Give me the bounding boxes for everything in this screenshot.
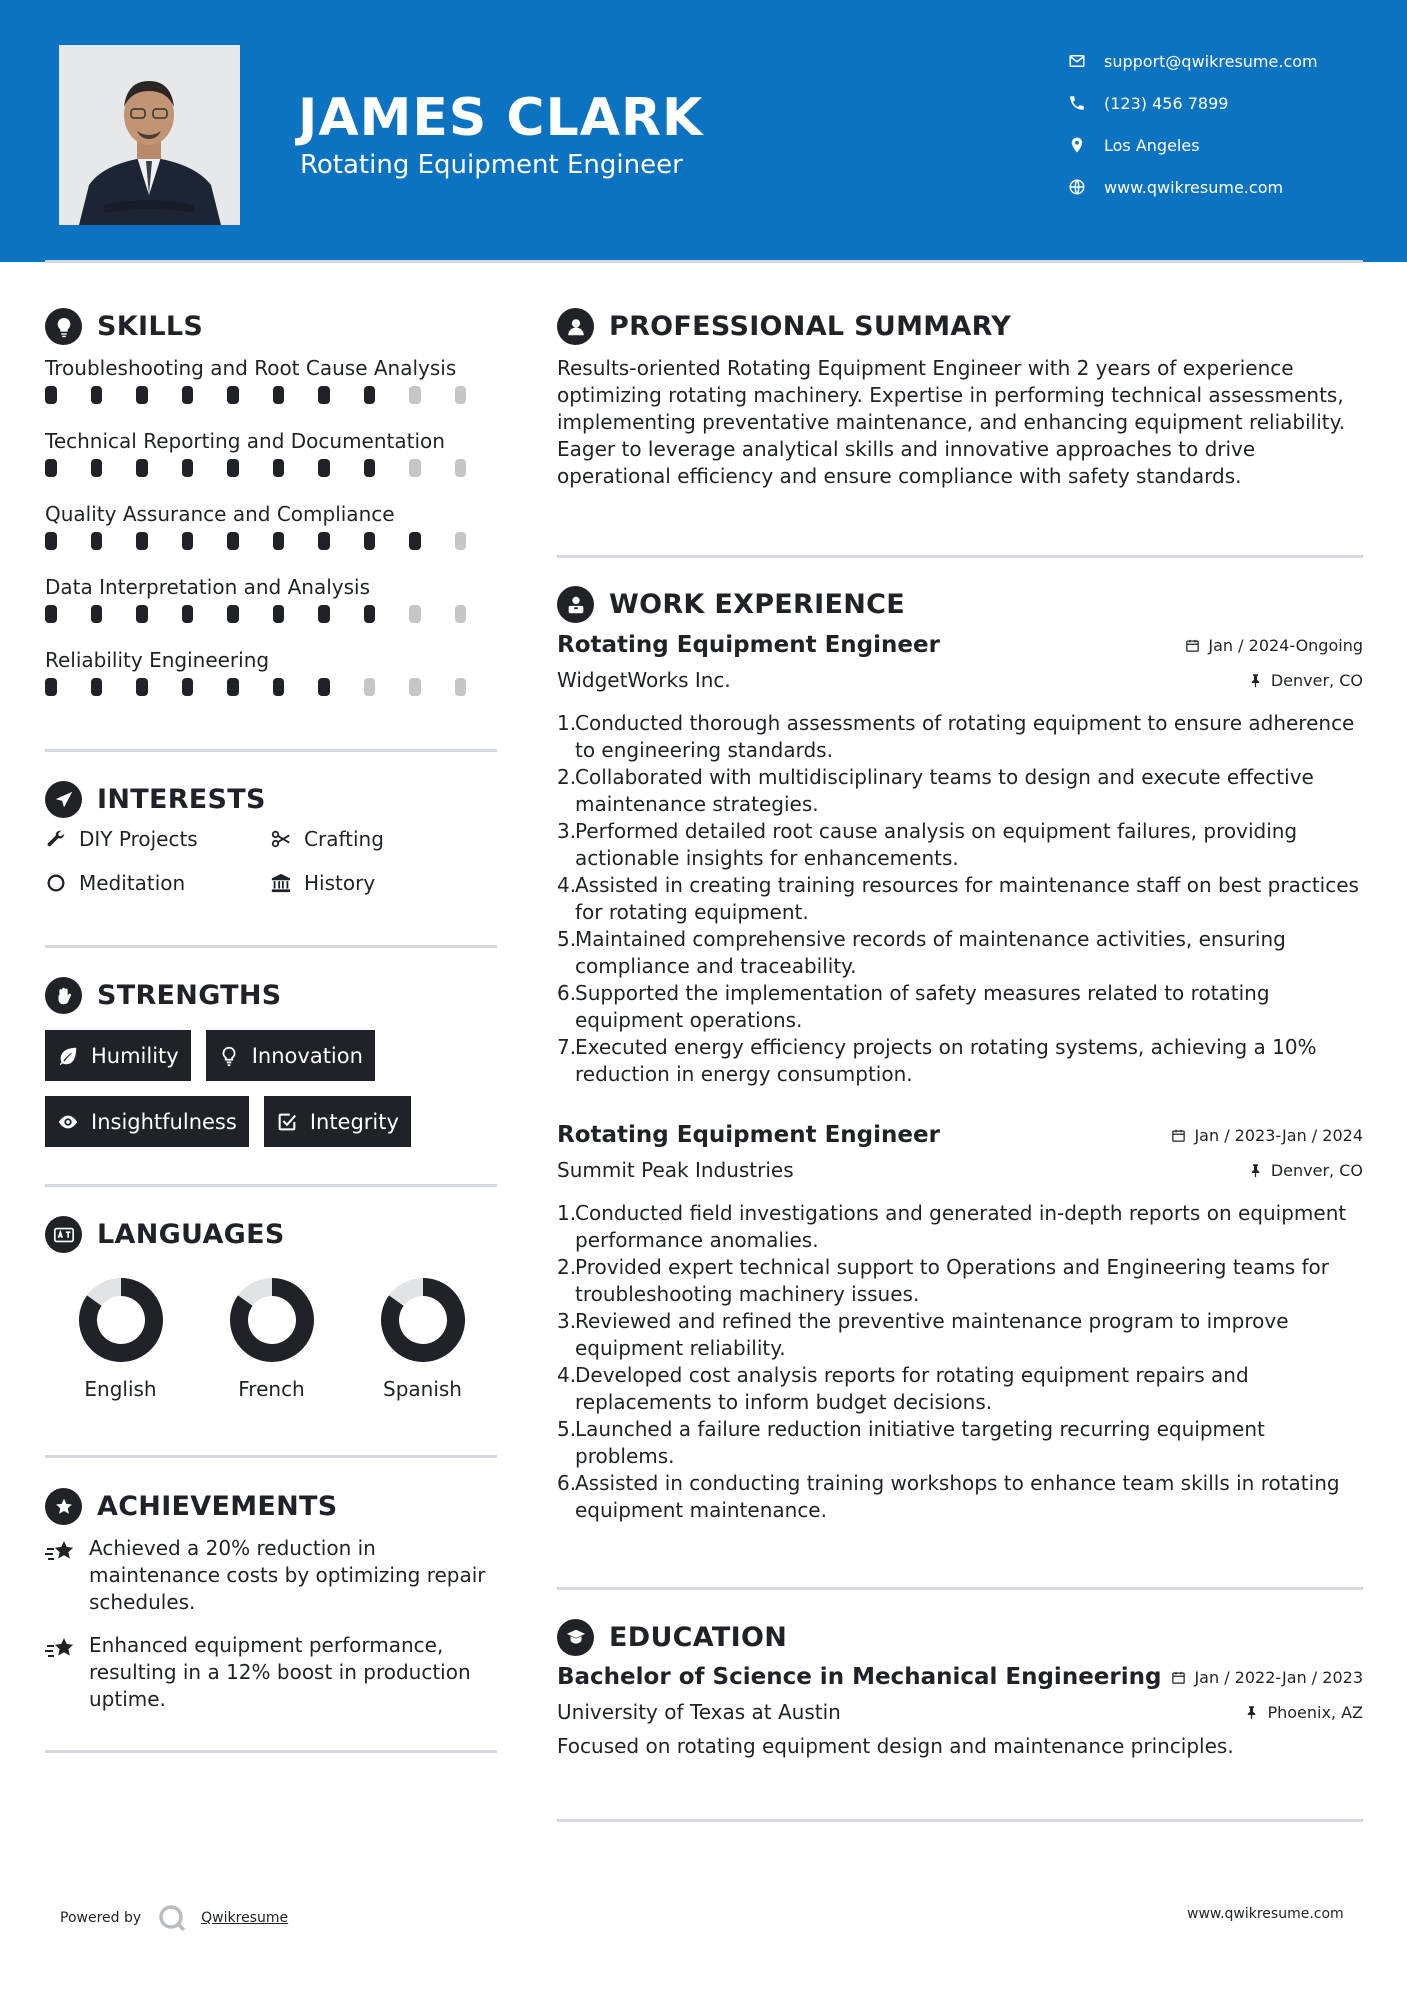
shooting-star-icon — [45, 1539, 77, 1567]
job-bullet-text: Collaborated with multidisciplinary teams to design and execute effective maintenance strategies. — [575, 765, 1314, 816]
education-degree: Bachelor of Science in Mechanical Engineering — [557, 1664, 1162, 1690]
interest-label: DIY Projects — [79, 827, 198, 851]
skill-dot-empty — [455, 386, 467, 404]
job-bullet: 5. Launched a failure reduction initiative targeting recurring equipment problems. — [557, 1416, 1363, 1470]
language-name: Spanish — [383, 1377, 462, 1401]
interest-item — [45, 826, 270, 852]
brand-link[interactable]: Qwikresume — [201, 1910, 289, 1926]
job-bullet-text: Executed energy efficiency projects on rotating systems, achieving a 10% reduction in energy consumption. — [575, 1035, 1317, 1086]
calendar-icon — [1171, 1670, 1186, 1685]
education-location-text: Phoenix, AZ — [1267, 1702, 1363, 1722]
check-square-icon — [276, 1111, 298, 1133]
job-title: Rotating Equipment Engineer — [557, 1122, 940, 1148]
skill-dot-filled — [136, 678, 148, 696]
skill-dot-filled — [273, 386, 285, 404]
profile-photo — [59, 45, 240, 225]
achievements-title: ACHIEVEMENTS — [97, 1491, 338, 1522]
language-item — [45, 1275, 196, 1401]
section-divider — [557, 1587, 1363, 1590]
job-bullet-text: Conducted thorough assessments of rotating equipment to ensure adherence to engineering standards. — [575, 711, 1355, 762]
experience-heading — [557, 586, 905, 623]
job-title: Rotating Equipment Engineer — [557, 632, 940, 658]
skill-dot-filled — [45, 386, 57, 404]
skill-name: Troubleshooting and Root Cause Analysis — [45, 356, 457, 380]
job-bullet-text: Assisted in conducting training workshops to enhance team skills in rotating equipment maintenance. — [575, 1471, 1340, 1522]
contact-location-text: Los Angeles — [1104, 135, 1200, 155]
achievement-text: Enhanced equipment performance, resulting in a 12% boost in production uptime. — [89, 1633, 471, 1711]
skill-dot-filled — [182, 386, 194, 404]
pushpin-icon — [1244, 1705, 1259, 1720]
interest-item — [270, 826, 495, 852]
contact-website[interactable] — [1068, 166, 1318, 208]
interest-label: Crafting — [304, 827, 384, 851]
envelope-icon — [1068, 52, 1086, 70]
summary-heading — [557, 308, 1011, 345]
lightbulb-icon — [218, 1045, 240, 1067]
strengths-heading — [45, 977, 282, 1014]
job-bullet-text: Provided expert technical support to Operations and Engineering teams for troubleshooting machinery issues. — [575, 1255, 1329, 1306]
job-bullet: 3. Reviewed and refined the preventive maintenance program to improve equipment reliability. — [557, 1308, 1363, 1362]
scissors-icon — [270, 828, 292, 850]
skill-dot-filled — [318, 532, 330, 550]
contact-phone[interactable] — [1068, 82, 1318, 124]
skill-dot-filled — [318, 386, 330, 404]
languages-list — [45, 1275, 505, 1401]
strength-label: Humility — [91, 1043, 179, 1068]
skills-title: SKILLS — [97, 311, 204, 342]
pushpin-icon — [1248, 673, 1263, 688]
skill-dot-empty — [455, 605, 467, 623]
skill-item — [45, 574, 500, 647]
calendar-icon — [1171, 1128, 1186, 1143]
lightbulb-icon — [45, 308, 82, 345]
user-icon — [557, 308, 594, 345]
skill-dot-filled — [91, 532, 103, 550]
interest-label: History — [304, 871, 376, 895]
skill-name: Technical Reporting and Documentation — [45, 429, 445, 453]
strength-label: Integrity — [309, 1109, 399, 1134]
skills-list — [45, 355, 500, 720]
summary-title: PROFESSIONAL SUMMARY — [609, 311, 1012, 342]
language-donut — [378, 1275, 468, 1365]
strength-label: Insightfulness — [91, 1109, 237, 1134]
job-dates — [1171, 1126, 1363, 1145]
skill-item — [45, 355, 500, 428]
language-name: English — [84, 1377, 157, 1401]
achievement-item — [45, 1632, 505, 1713]
job-bullet: 4. Developed cost analysis reports for rotating equipment repairs and replacements to inform budget decisions. — [557, 1362, 1363, 1416]
job-location — [1248, 671, 1363, 690]
job-bullet-text: Developed cost analysis reports for rotating equipment repairs and replacements to inform budget decisions. — [575, 1363, 1249, 1414]
job-bullet-text: Performed detailed root cause analysis on equipment failures, providing actionable insights for enhancements. — [575, 819, 1298, 870]
contact-website-text: www.qwikresume.com — [1104, 177, 1284, 197]
skill-name: Reliability Engineering — [45, 648, 270, 672]
job-bullet: 4. Assisted in creating training resources for maintenance staff on best practices for rotating equipment. — [557, 872, 1363, 926]
skill-dot-filled — [227, 678, 239, 696]
job-entry — [557, 1122, 1363, 1524]
summary-text: Results-oriented Rotating Equipment Engineer with 2 years of experience optimizing rotating machinery. Expertise in performing technical assessments, implementing preventative maintenance, and enhancing equipment reliability. Eager to leverage analytical skills and innovative approaches to drive operational efficiency and ensure compliance with safety standards. — [557, 356, 1345, 488]
job-bullets — [557, 710, 1363, 1088]
skill-dot-filled — [136, 605, 148, 623]
achievement-text: Achieved a 20% reduction in maintenance costs by optimizing repair schedules. — [89, 1536, 486, 1614]
header-divider — [45, 260, 1363, 263]
star-badge-icon — [45, 1488, 82, 1525]
contact-location — [1068, 124, 1318, 166]
resume-header — [0, 0, 1407, 262]
eye-icon — [57, 1111, 79, 1133]
skill-name: Data Interpretation and Analysis — [45, 575, 370, 599]
job-company: Summit Peak Industries — [557, 1158, 794, 1182]
bank-icon — [270, 872, 292, 894]
skill-dot-filled — [364, 459, 376, 477]
job-bullet: 1. Conducted thorough assessments of rotating equipment to ensure adherence to engineering standards. — [557, 710, 1363, 764]
education-dates — [1171, 1668, 1363, 1687]
leaf-icon — [57, 1045, 79, 1067]
strength-tag — [264, 1096, 411, 1147]
job-bullet: 1. Conducted field investigations and generated in-depth reports on equipment performance anomalies. — [557, 1200, 1363, 1254]
skill-dot-filled — [182, 532, 194, 550]
job-bullet-text: Reviewed and refined the preventive maintenance program to improve equipment reliability. — [575, 1309, 1289, 1360]
language-name: French — [238, 1377, 305, 1401]
language-icon — [45, 1216, 82, 1253]
job-bullet: 6. Assisted in conducting training workshops to enhance team skills in rotating equipment maintenance. — [557, 1470, 1363, 1524]
skill-dot-filled — [45, 678, 57, 696]
skill-rating — [45, 605, 500, 623]
skills-heading — [45, 308, 203, 345]
job-bullet: 5. Maintained comprehensive records of maintenance activities, ensuring compliance and traceability. — [557, 926, 1363, 980]
skill-dot-filled — [273, 605, 285, 623]
languages-heading — [45, 1216, 285, 1253]
contact-email[interactable] — [1068, 40, 1318, 82]
education-heading — [557, 1619, 787, 1656]
section-divider — [45, 749, 497, 752]
skill-name: Quality Assurance and Compliance — [45, 502, 395, 526]
skill-dot-filled — [182, 459, 194, 477]
education-location — [1244, 1703, 1363, 1722]
job-company: WidgetWorks Inc. — [557, 668, 731, 692]
job-bullet: 7. Executed energy efficiency projects on rotating systems, achieving a 10% reduction in energy consumption. — [557, 1034, 1363, 1088]
skill-dot-empty — [455, 532, 467, 550]
language-item — [196, 1275, 347, 1401]
strength-tag — [45, 1096, 249, 1147]
skill-dot-empty — [409, 678, 421, 696]
skill-dot-filled — [91, 605, 103, 623]
skill-dot-empty — [409, 459, 421, 477]
interests-list — [45, 826, 505, 896]
strength-tag — [206, 1030, 375, 1081]
skill-dot-empty — [455, 459, 467, 477]
skill-dot-filled — [136, 386, 148, 404]
strength-label: Innovation — [251, 1043, 363, 1068]
skill-dot-filled — [182, 678, 194, 696]
skill-dot-filled — [45, 605, 57, 623]
interest-item — [45, 870, 270, 896]
skill-dot-filled — [273, 532, 285, 550]
skill-dot-filled — [227, 386, 239, 404]
skill-dot-empty — [455, 678, 467, 696]
skill-item — [45, 647, 500, 720]
achievements-list — [45, 1535, 505, 1729]
footer-website[interactable]: www.qwikresume.com — [1187, 1906, 1344, 1922]
job-dates-text: Jan / 2023-Jan / 2024 — [1194, 1125, 1363, 1145]
skill-dot-filled — [227, 532, 239, 550]
job-location-text: Denver, CO — [1270, 1160, 1363, 1180]
job-location — [1248, 1161, 1363, 1180]
qwikresume-logo-icon — [157, 1903, 187, 1933]
job-entry — [557, 632, 1363, 1088]
skill-dot-empty — [409, 605, 421, 623]
skill-rating — [45, 678, 500, 696]
powered-by-text: Powered by — [60, 1910, 142, 1926]
language-donut — [227, 1275, 317, 1365]
shooting-star-icon — [45, 1636, 77, 1664]
job-bullet-text: Supported the implementation of safety measures related to rotating equipment operations. — [575, 981, 1270, 1032]
skill-dot-empty — [409, 386, 421, 404]
wrench-icon — [45, 828, 67, 850]
job-bullet: 3. Performed detailed root cause analysis on equipment failures, providing actionable insights for enhancements. — [557, 818, 1363, 872]
skill-dot-filled — [409, 532, 421, 550]
skill-dot-filled — [136, 459, 148, 477]
strengths-list — [45, 1030, 505, 1162]
achievements-heading — [45, 1488, 338, 1525]
contact-list — [1068, 40, 1318, 208]
section-divider — [45, 945, 497, 948]
skill-dot-filled — [273, 459, 285, 477]
skill-dot-filled — [136, 532, 148, 550]
job-bullet-text: Launched a failure reduction initiative targeting recurring equipment problems. — [575, 1417, 1265, 1468]
skill-dot-filled — [318, 678, 330, 696]
section-divider — [45, 1750, 497, 1753]
skill-dot-filled — [227, 605, 239, 623]
job-bullet: 2. Collaborated with multidisciplinary teams to design and execute effective maintenance strategies. — [557, 764, 1363, 818]
language-item — [347, 1275, 498, 1401]
skill-dot-filled — [273, 678, 285, 696]
skill-dot-filled — [364, 605, 376, 623]
skill-dot-filled — [227, 459, 239, 477]
job-bullets — [557, 1200, 1363, 1524]
skill-dot-filled — [91, 386, 103, 404]
circle-icon — [45, 872, 67, 894]
strengths-title: STRENGTHS — [97, 980, 282, 1011]
skill-dot-filled — [182, 605, 194, 623]
footer-powered-by — [60, 1903, 288, 1933]
section-divider — [45, 1455, 497, 1458]
skill-dot-empty — [364, 678, 376, 696]
paper-plane-icon — [45, 781, 82, 818]
experience-title: WORK EXPERIENCE — [609, 589, 905, 620]
skill-dot-filled — [318, 459, 330, 477]
skill-dot-filled — [364, 532, 376, 550]
education-school: University of Texas at Austin — [557, 1700, 841, 1724]
education-entry — [557, 1664, 1363, 1758]
pushpin-icon — [1248, 1163, 1263, 1178]
contact-email-text: support@qwikresume.com — [1104, 51, 1318, 71]
candidate-name: JAMES CLARK — [298, 88, 704, 148]
interest-label: Meditation — [79, 871, 186, 895]
skill-dot-filled — [91, 459, 103, 477]
skill-dot-filled — [91, 678, 103, 696]
interests-heading — [45, 781, 266, 818]
languages-title: LANGUAGES — [97, 1219, 285, 1250]
interest-item — [270, 870, 495, 896]
job-dates — [1185, 636, 1363, 655]
skill-dot-filled — [364, 386, 376, 404]
skill-dot-filled — [45, 532, 57, 550]
education-title: EDUCATION — [609, 1622, 788, 1653]
calendar-icon — [1185, 638, 1200, 653]
skill-dot-filled — [318, 605, 330, 623]
job-bullet-text: Maintained comprehensive records of maintenance activities, ensuring compliance and traceability. — [575, 927, 1286, 978]
skill-item — [45, 428, 500, 501]
globe-icon — [1068, 178, 1086, 196]
section-divider — [45, 1184, 497, 1187]
job-bullet-text: Assisted in creating training resources for maintenance staff on best practices for rotating equipment. — [575, 873, 1359, 924]
language-donut — [76, 1275, 166, 1365]
job-dates-text: Jan / 2024-Ongoing — [1208, 635, 1363, 655]
briefcase-user-icon — [557, 586, 594, 623]
strength-tag — [45, 1030, 191, 1081]
job-bullet: 6. Supported the implementation of safety measures related to rotating equipment operations. — [557, 980, 1363, 1034]
section-divider — [557, 555, 1363, 558]
phone-icon — [1068, 94, 1086, 112]
interests-title: INTERESTS — [97, 784, 266, 815]
hand-icon — [45, 977, 82, 1014]
job-bullet: 2. Provided expert technical support to Operations and Engineering teams for troubleshooting machinery issues. — [557, 1254, 1363, 1308]
skill-rating — [45, 386, 500, 404]
skill-item — [45, 501, 500, 574]
section-divider — [557, 1819, 1363, 1822]
job-bullet-text: Conducted field investigations and generated in-depth reports on equipment performance anomalies. — [575, 1201, 1347, 1252]
skill-rating — [45, 459, 500, 477]
candidate-title: Rotating Equipment Engineer — [300, 150, 683, 180]
contact-phone-text: (123) 456 7899 — [1104, 93, 1229, 113]
graduate-icon — [557, 1619, 594, 1656]
education-description: Focused on rotating equipment design and maintenance principles. — [557, 1734, 1234, 1758]
achievement-item — [45, 1535, 505, 1616]
education-dates-text: Jan / 2022-Jan / 2023 — [1194, 1667, 1363, 1687]
skill-dot-filled — [45, 459, 57, 477]
job-location-text: Denver, CO — [1270, 670, 1363, 690]
map-pin-icon — [1068, 136, 1086, 154]
skill-rating — [45, 532, 500, 550]
